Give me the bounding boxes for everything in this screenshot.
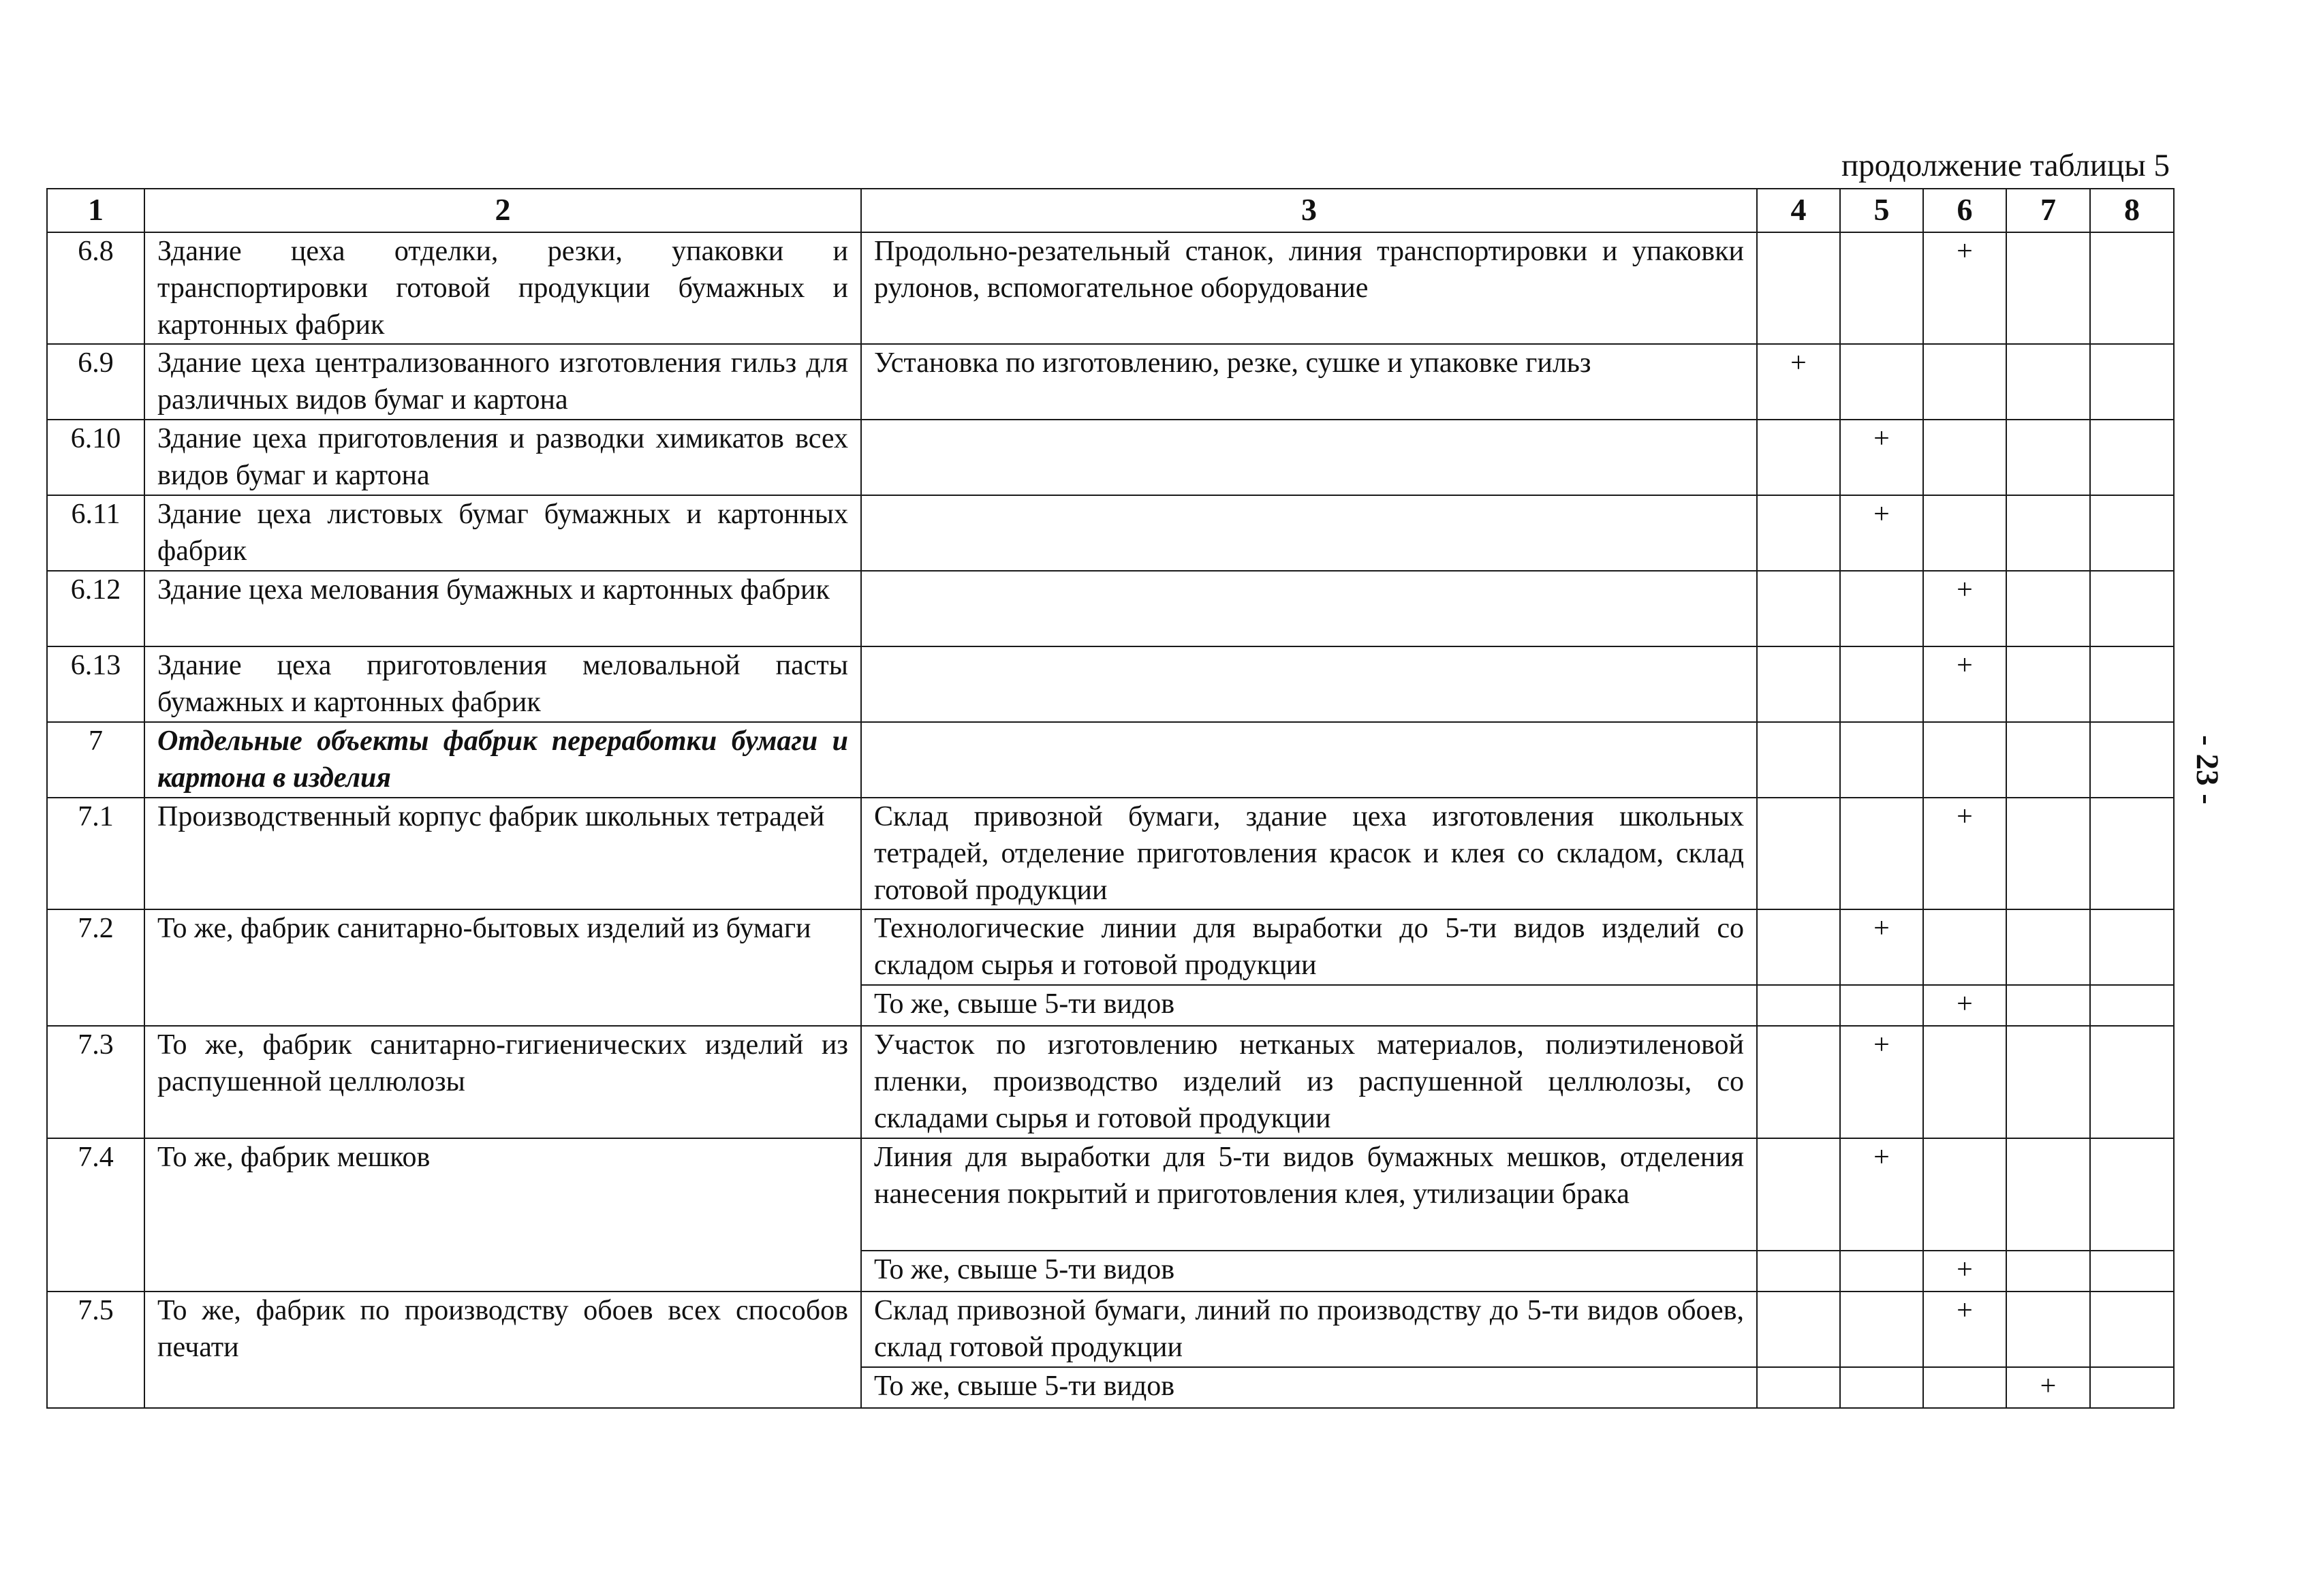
- row-number: 6.10: [47, 420, 144, 495]
- table-row: [47, 798, 2174, 909]
- category-cell: [1923, 1367, 2006, 1408]
- equipment-description: То же, свыше 5-ти видов: [861, 985, 1757, 1026]
- category-cell: [2006, 344, 2090, 420]
- category-cell: [2006, 1026, 2090, 1138]
- category-cell: [2006, 722, 2090, 798]
- category-cell: [2090, 909, 2174, 985]
- category-cell: [1923, 1138, 2006, 1251]
- category-cell: [1757, 722, 1840, 798]
- object-name: То же, фабрик санитарно-гигиенических изделий из распушенной целлюлозы: [144, 1026, 861, 1138]
- category-mark: +: [1957, 236, 1973, 267]
- category-cell: [1840, 798, 1923, 909]
- object-name: Здание цеха приготовления и разводки химикатов всех видов бумаг и картона: [144, 420, 861, 495]
- category-cell: [2090, 1251, 2174, 1292]
- category-cell: [2006, 985, 2090, 1026]
- category-cell: [2006, 232, 2090, 344]
- row-number: 7: [47, 722, 144, 798]
- category-mark: +: [1873, 1029, 1890, 1061]
- equipment-description: Склад привозной бумаги, линий по производству до 5-ти видов обоев, склад готовой продукции: [861, 1292, 1757, 1367]
- section-title: Отдельные объекты фабрик переработки бумаги и картона в изделия: [144, 722, 861, 798]
- category-cell: [2006, 1138, 2090, 1251]
- col-header-object: 2: [144, 189, 861, 232]
- category-cell: [1840, 1026, 1923, 1138]
- table-row: [47, 420, 2174, 495]
- category-cell: [2006, 1367, 2090, 1408]
- col-header-category-6: 6: [1923, 189, 2006, 232]
- equipment-description: Участок по изготовлению нетканых материалов, полиэтиленовой пленки, производство изделий из распушенной целлюлозы, со складами сырья и готовой продукции: [861, 1026, 1757, 1138]
- equipment-description: Продольно-резательный станок, линия транспортировки и упаковки рулонов, вспомогательное оборудование: [861, 232, 1757, 344]
- category-cell: [1757, 909, 1840, 985]
- category-cell: [2006, 909, 2090, 985]
- category-cell: [2090, 646, 2174, 722]
- category-cell: [1840, 1251, 1923, 1292]
- table-continuation-label: продолжение таблицы 5: [1841, 148, 2170, 183]
- category-mark: +: [1957, 1295, 1973, 1326]
- category-mark: +: [1957, 650, 1973, 681]
- row-number: 7.3: [47, 1026, 144, 1138]
- object-name: Здание цеха мелования бумажных и картонных фабрик: [144, 571, 861, 646]
- category-cell: [1923, 909, 2006, 985]
- row-number: 7.5: [47, 1292, 144, 1408]
- category-cell: [1757, 571, 1840, 646]
- category-cell: [2090, 1292, 2174, 1367]
- category-mark: +: [1957, 574, 1973, 606]
- category-cell: [1840, 420, 1923, 495]
- table-row: [47, 344, 2174, 420]
- category-cell: [1840, 495, 1923, 571]
- category-cell: [1923, 495, 2006, 571]
- category-mark: +: [1873, 423, 1890, 454]
- col-header-category-7: 7: [2006, 189, 2090, 232]
- equipment-description: То же, свыше 5-ти видов: [861, 1251, 1757, 1292]
- category-cell: [1757, 1292, 1840, 1367]
- category-cell: [1840, 1367, 1923, 1408]
- table-row: [47, 232, 2174, 344]
- header-row: [47, 189, 2174, 232]
- col-header-number: 1: [47, 189, 144, 232]
- category-cell: [1923, 985, 2006, 1026]
- category-cell: [2090, 1367, 2174, 1408]
- category-cell: [2090, 985, 2174, 1026]
- category-cell: [1923, 722, 2006, 798]
- object-name: Здание цеха листовых бумаг бумажных и картонных фабрик: [144, 495, 861, 571]
- table-row: [47, 646, 2174, 722]
- category-mark: +: [1873, 499, 1890, 530]
- category-cell: [1840, 646, 1923, 722]
- category-cell: [2090, 495, 2174, 571]
- category-cell: [1757, 1026, 1840, 1138]
- category-cell: [1757, 985, 1840, 1026]
- row-number: 6.13: [47, 646, 144, 722]
- category-cell: [2090, 1026, 2174, 1138]
- category-cell: [1840, 344, 1923, 420]
- category-mark: +: [1873, 913, 1890, 944]
- category-cell: [2090, 798, 2174, 909]
- row-number: 7.2: [47, 909, 144, 1026]
- category-mark: +: [1790, 347, 1807, 379]
- table-row: [47, 722, 2174, 798]
- table-row: [47, 571, 2174, 646]
- category-cell: [2090, 722, 2174, 798]
- category-cell: [2006, 798, 2090, 909]
- category-cell: [1757, 1138, 1840, 1251]
- page-number: - 23 -: [2190, 735, 2225, 804]
- table-row: [47, 1138, 2174, 1251]
- category-cell: [1923, 420, 2006, 495]
- object-name: Здание цеха приготовления меловальной пасты бумажных и картонных фабрик: [144, 646, 861, 722]
- row-number: 7.1: [47, 798, 144, 909]
- category-cell: [1840, 1138, 1923, 1251]
- object-name: То же, фабрик санитарно-бытовых изделий из бумаги: [144, 909, 861, 1026]
- object-name: То же, фабрик по производству обоев всех способов печати: [144, 1292, 861, 1408]
- category-mark: +: [2040, 1371, 2057, 1402]
- category-mark: +: [1957, 988, 1973, 1020]
- category-cell: [1923, 1251, 2006, 1292]
- row-number: 7.4: [47, 1138, 144, 1292]
- category-cell: [1840, 232, 1923, 344]
- object-name: Здание цеха централизованного изготовления гильз для различных видов бумаг и картона: [144, 344, 861, 420]
- table-header: [47, 189, 2174, 232]
- category-cell: [2006, 646, 2090, 722]
- category-cell: [1923, 1292, 2006, 1367]
- category-cell: [1840, 909, 1923, 985]
- table-row: [47, 495, 2174, 571]
- table-row: [47, 1026, 2174, 1138]
- category-cell: [1840, 985, 1923, 1026]
- category-cell: [1923, 798, 2006, 909]
- category-cell: [2006, 1251, 2090, 1292]
- object-name: Здание цеха отделки, резки, упаковки и транспортировки готовой продукции бумажных и картонных фабрик: [144, 232, 861, 344]
- category-cell: [1923, 344, 2006, 420]
- category-cell: [2090, 571, 2174, 646]
- equipment-description: [861, 722, 1757, 798]
- category-cell: [1840, 1292, 1923, 1367]
- category-cell: [2006, 1292, 2090, 1367]
- equipment-description: [861, 495, 1757, 571]
- row-number: 6.12: [47, 571, 144, 646]
- category-cell: [1923, 1026, 2006, 1138]
- category-cell: [2090, 344, 2174, 420]
- category-mark: +: [1957, 1254, 1973, 1285]
- col-header-category-5: 5: [1840, 189, 1923, 232]
- object-name: Производственный корпус фабрик школьных тетрадей: [144, 798, 861, 909]
- row-number: 6.9: [47, 344, 144, 420]
- category-cell: [1757, 646, 1840, 722]
- category-cell: [2006, 495, 2090, 571]
- category-cell: [1757, 1367, 1840, 1408]
- category-cell: [2090, 1138, 2174, 1251]
- row-number: 6.11: [47, 495, 144, 571]
- col-header-equipment: 3: [861, 189, 1757, 232]
- equipment-description: [861, 571, 1757, 646]
- object-name: То же, фабрик мешков: [144, 1138, 861, 1292]
- category-cell: [1923, 232, 2006, 344]
- category-cell: [1757, 232, 1840, 344]
- category-cell: [1757, 1251, 1840, 1292]
- category-cell: [2006, 571, 2090, 646]
- category-cell: [1923, 646, 2006, 722]
- table-row: [47, 1292, 2174, 1367]
- col-header-category-4: 4: [1757, 189, 1840, 232]
- category-table: [46, 188, 2175, 1409]
- col-header-category-8: 8: [2090, 189, 2174, 232]
- row-number: 6.8: [47, 232, 144, 344]
- category-cell: [2006, 420, 2090, 495]
- equipment-description: Установка по изготовлению, резке, сушке и упаковке гильз: [861, 344, 1757, 420]
- table-row: [47, 909, 2174, 985]
- category-mark: +: [1873, 1142, 1890, 1173]
- equipment-description: Технологические линии для выработки до 5-ти видов изделий со складом сырья и готовой продукции: [861, 909, 1757, 985]
- equipment-description: [861, 420, 1757, 495]
- equipment-description: Склад привозной бумаги, здание цеха изготовления школьных тетрадей, отделение приготовления красок и клея со складом, склад готовой продукции: [861, 798, 1757, 909]
- category-cell: [1757, 420, 1840, 495]
- equipment-description: [861, 646, 1757, 722]
- category-cell: [1923, 571, 2006, 646]
- category-cell: [1840, 571, 1923, 646]
- equipment-description: Линия для выработки для 5-ти видов бумажных мешков, отделения нанесения покрытий и приготовления клея, утилизации брака: [861, 1138, 1757, 1251]
- category-cell: [2090, 232, 2174, 344]
- equipment-description: То же, свыше 5-ти видов: [861, 1367, 1757, 1408]
- category-cell: [1840, 722, 1923, 798]
- category-cell: [1757, 344, 1840, 420]
- category-cell: [1757, 798, 1840, 909]
- category-cell: [1757, 495, 1840, 571]
- category-mark: +: [1957, 801, 1973, 832]
- category-cell: [2090, 420, 2174, 495]
